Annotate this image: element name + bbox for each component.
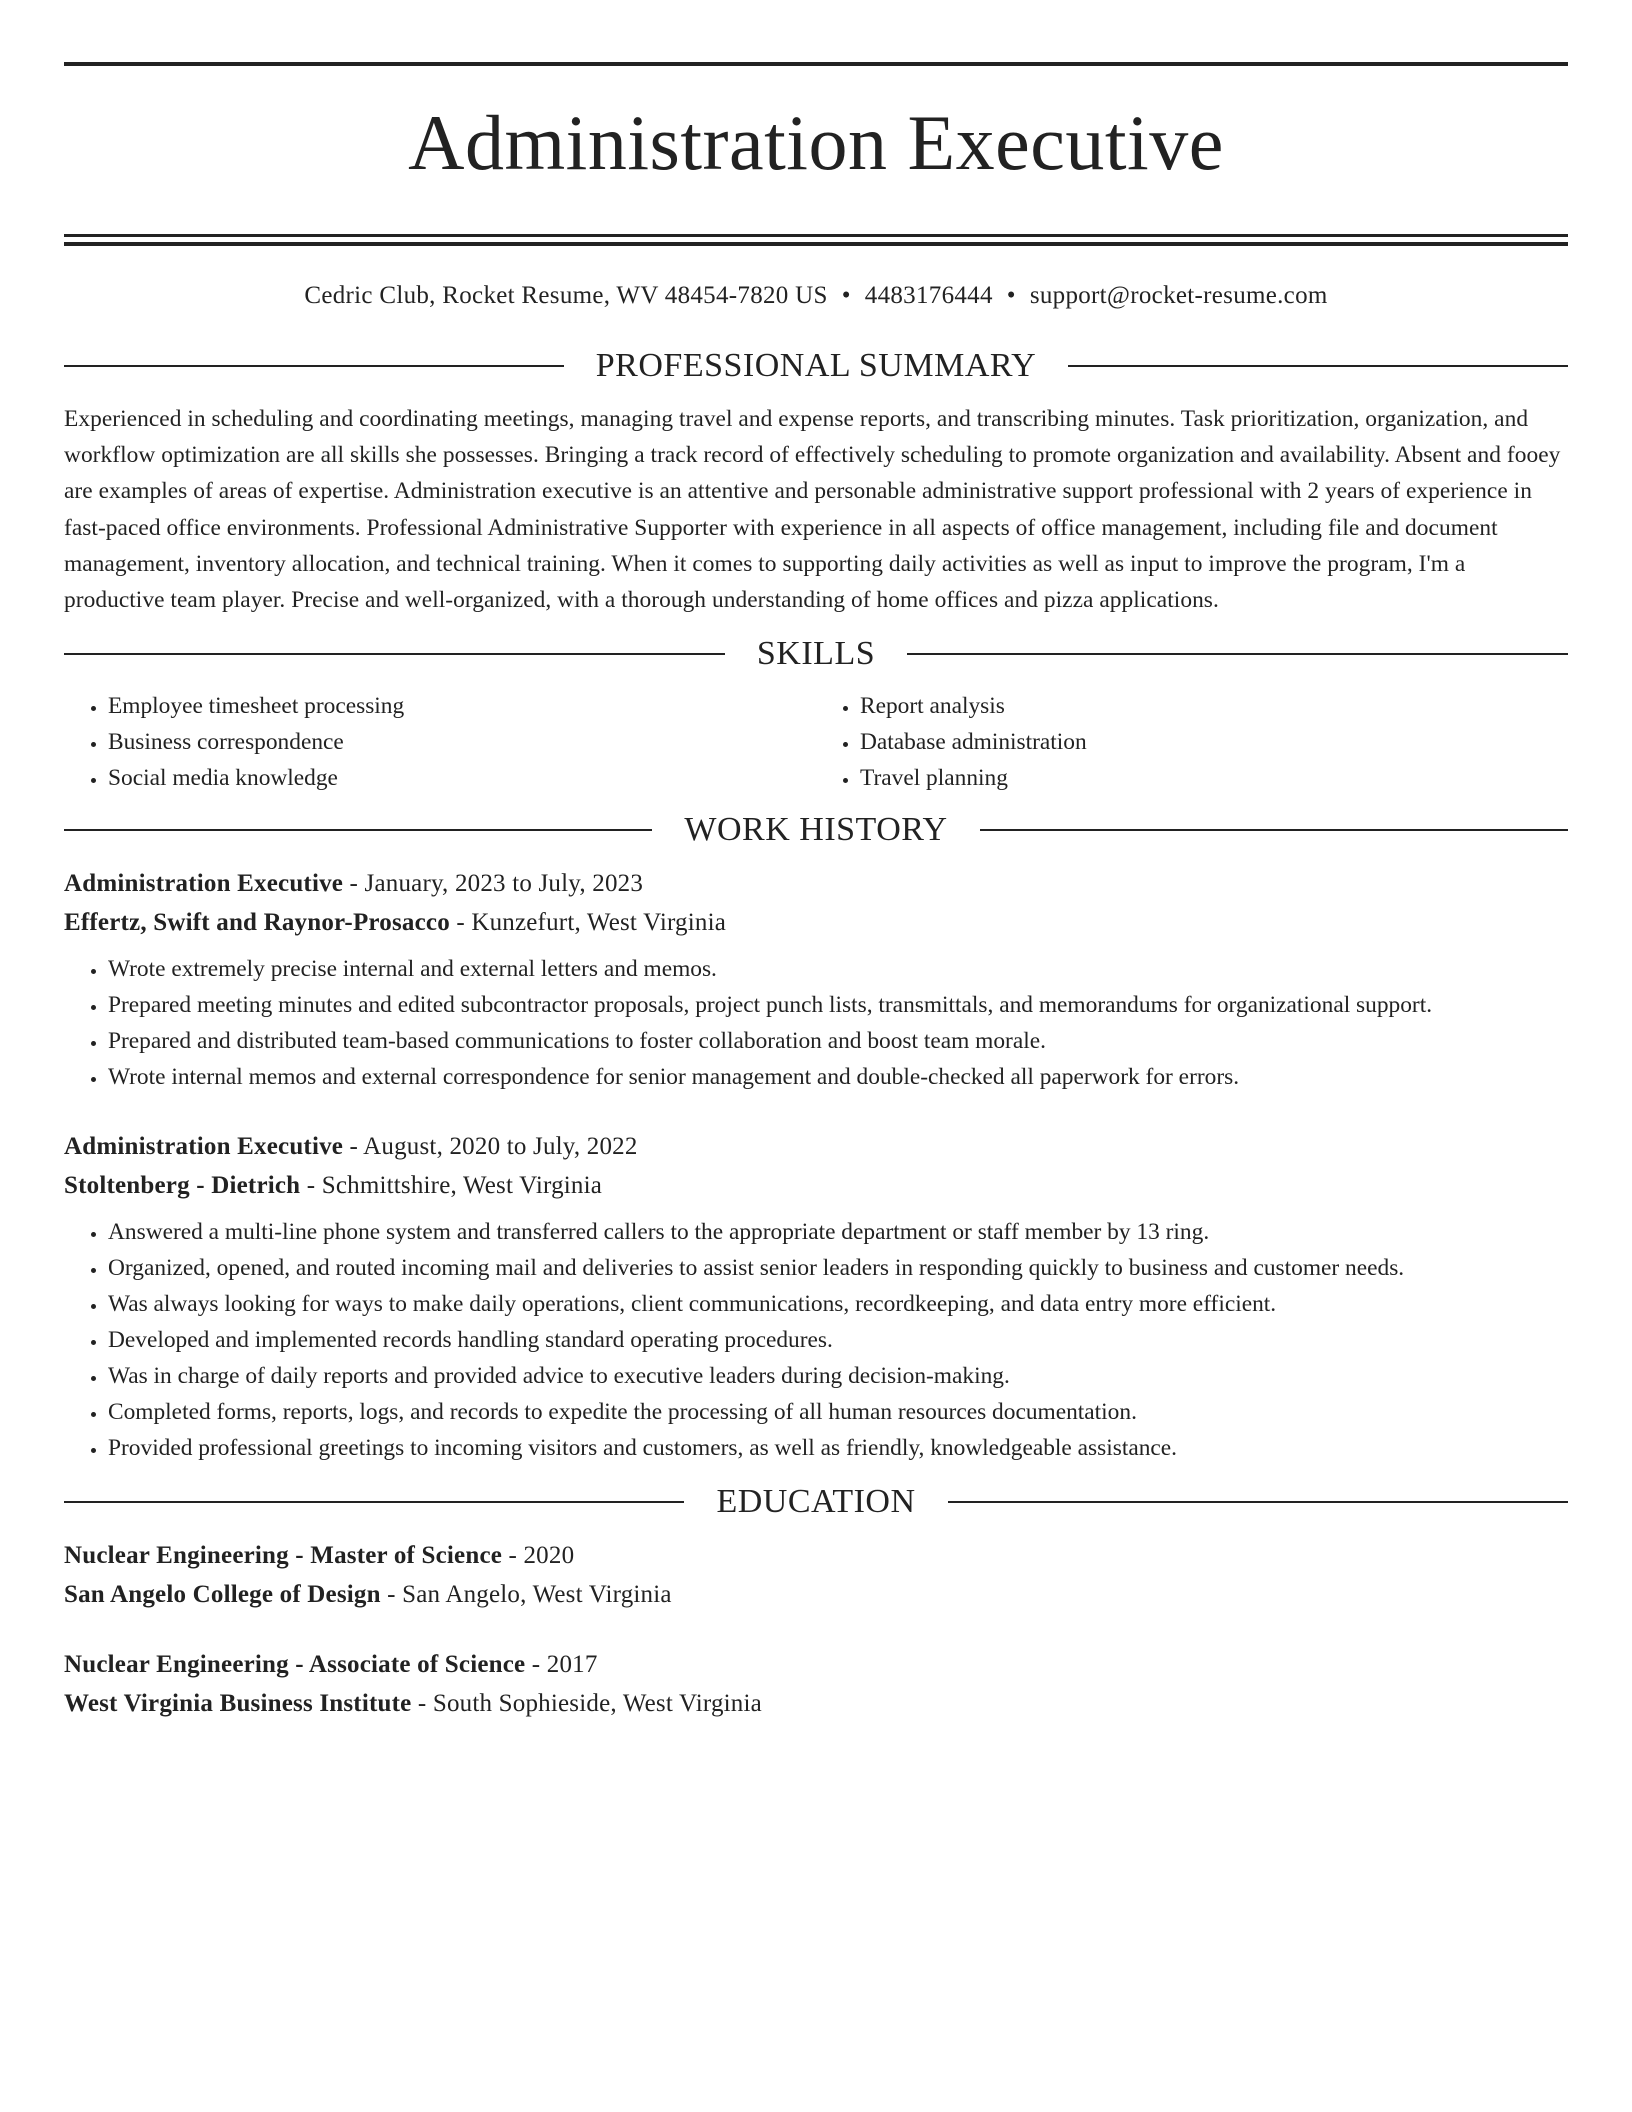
skill-item: • Social media knowledge bbox=[108, 760, 816, 796]
job-company: Stoltenberg - Dietrich bbox=[64, 1172, 301, 1200]
skill-item: • Report analysis bbox=[860, 688, 1568, 724]
contact-phone: 4483176444 bbox=[864, 282, 993, 309]
work-section-heading bbox=[64, 808, 1568, 852]
job-title: Administration Executive bbox=[64, 870, 344, 898]
top-rule bbox=[64, 62, 1568, 66]
summary-section-heading bbox=[64, 344, 1568, 388]
job-bullets bbox=[64, 951, 1568, 1095]
contact-line bbox=[64, 278, 1568, 314]
heading-rule bbox=[948, 1501, 1568, 1503]
contact-address: Cedric Club, Rocket Resume, WV 48454-7820 US bbox=[304, 282, 828, 309]
heading-rule bbox=[64, 1501, 684, 1503]
job-title-line bbox=[64, 1127, 1568, 1166]
job-title-line bbox=[64, 864, 1568, 903]
education-degree: Nuclear Engineering - Master of Science bbox=[64, 1542, 503, 1570]
job-bullet: • Prepared and distributed team-based communications to foster collaboration and boost team morale. bbox=[108, 1023, 1568, 1059]
summary-text: Experienced in scheduling and coordinating meetings, managing travel and expense reports, and transcribing minutes. Task prioritization, organization, and workflow optimization are all skills she possesses. Bringing a track record of effectively scheduling to promote organization and availability. Absent and fooey are examples of areas of expertise. Administration executive is an attentive and personable administrative support professional with 2 years of experience in fast-paced office environments. Professional Administrative Supporter with experience in all aspects of office management, including file and document management, inventory allocation, and technical training. When it comes to supporting daily activities as well as input to improve the program, I'm a productive team player. Precise and well-organized, with a thorough understanding of home offices and pizza applications. bbox=[64, 406, 1561, 614]
skill-item: • Employee timesheet processing bbox=[108, 688, 816, 724]
education-heading: EDUCATION bbox=[716, 1483, 916, 1521]
skill-item: • Travel planning bbox=[860, 760, 1568, 796]
heading-rule bbox=[64, 829, 652, 831]
education-degree-line bbox=[64, 1645, 1568, 1684]
job-bullet: • Developed and implemented records handling standard operating procedures. bbox=[108, 1322, 1568, 1358]
job-dates: - August, 2020 to July, 2022 bbox=[343, 1133, 638, 1161]
summary-heading: PROFESSIONAL SUMMARY bbox=[595, 347, 1037, 384]
job-location: - Schmittshire, West Virginia bbox=[300, 1172, 603, 1200]
job-bullet: • Was in charge of daily reports and provided advice to executive leaders during decision-making. bbox=[108, 1358, 1568, 1394]
job-bullet: • Answered a multi-line phone system and transferred callers to the appropriate department or staff member by 13 ring. bbox=[108, 1214, 1568, 1250]
skill-item: • Business correspondence bbox=[108, 724, 816, 760]
work-heading: WORK HISTORY bbox=[684, 811, 948, 849]
education-entry bbox=[64, 1645, 1568, 1723]
education-location: - San Angelo, West Virginia bbox=[380, 1581, 672, 1609]
skills-section-heading bbox=[64, 632, 1568, 676]
education-school-line bbox=[64, 1684, 1568, 1723]
education-entry bbox=[64, 1536, 1568, 1614]
education-year: - 2020 bbox=[502, 1542, 575, 1570]
job-bullet: • Organized, opened, and routed incoming mail and deliveries to assist senior leaders in responding quickly to business and customer needs. bbox=[108, 1250, 1568, 1286]
education-location: - South Sophieside, West Virginia bbox=[411, 1690, 762, 1718]
education-degree-line bbox=[64, 1536, 1568, 1575]
contact-separator: • bbox=[841, 282, 851, 309]
job-bullet: • Was always looking for ways to make daily operations, client communications, recordkeeping, and data entry more efficient. bbox=[108, 1286, 1568, 1322]
job-bullet: • Wrote internal memos and external correspondence for senior management and double-checked all paperwork for errors. bbox=[108, 1059, 1568, 1095]
education-degree: Nuclear Engineering - Associate of Science bbox=[64, 1651, 526, 1679]
education-year: - 2017 bbox=[525, 1651, 598, 1679]
skills-list bbox=[64, 688, 1568, 796]
skills-column-right bbox=[816, 688, 1568, 796]
skills-heading: SKILLS bbox=[756, 635, 876, 673]
job-bullet: • Provided professional greetings to incoming visitors and customers, as well as friendly, knowledgeable assistance. bbox=[108, 1430, 1568, 1466]
skill-item: • Database administration bbox=[860, 724, 1568, 760]
heading-rule bbox=[64, 365, 564, 367]
title-double-rule bbox=[64, 234, 1568, 246]
education-school: San Angelo College of Design bbox=[64, 1581, 381, 1609]
job-bullet: • Wrote extremely precise internal and external letters and memos. bbox=[108, 951, 1568, 987]
job-entry bbox=[64, 864, 1568, 1095]
job-company-line bbox=[64, 1166, 1568, 1205]
job-company: Effertz, Swift and Raynor-Prosacco bbox=[64, 909, 450, 937]
job-bullets bbox=[64, 1214, 1568, 1466]
job-entry bbox=[64, 1127, 1568, 1466]
heading-rule bbox=[64, 653, 725, 655]
job-dates: - January, 2023 to July, 2023 bbox=[343, 870, 644, 898]
heading-rule bbox=[1068, 365, 1568, 367]
job-bullet: • Prepared meeting minutes and edited subcontractor proposals, project punch lists, transmittals, and memorandums for organizational support. bbox=[108, 987, 1568, 1023]
resume-title: Administration Executive bbox=[408, 99, 1224, 186]
education-school: West Virginia Business Institute bbox=[64, 1690, 412, 1718]
job-location: - Kunzefurt, West Virginia bbox=[449, 909, 727, 937]
heading-rule bbox=[980, 829, 1568, 831]
job-title: Administration Executive bbox=[64, 1133, 344, 1161]
job-bullet: • Completed forms, reports, logs, and records to expedite the processing of all human resources documentation. bbox=[108, 1394, 1568, 1430]
contact-separator: • bbox=[1006, 282, 1016, 309]
contact-email: support@rocket-resume.com bbox=[1029, 282, 1328, 309]
education-section-heading bbox=[64, 1480, 1568, 1524]
heading-rule bbox=[907, 653, 1568, 655]
job-company-line bbox=[64, 903, 1568, 942]
education-school-line bbox=[64, 1575, 1568, 1614]
skills-column-left bbox=[64, 688, 816, 796]
